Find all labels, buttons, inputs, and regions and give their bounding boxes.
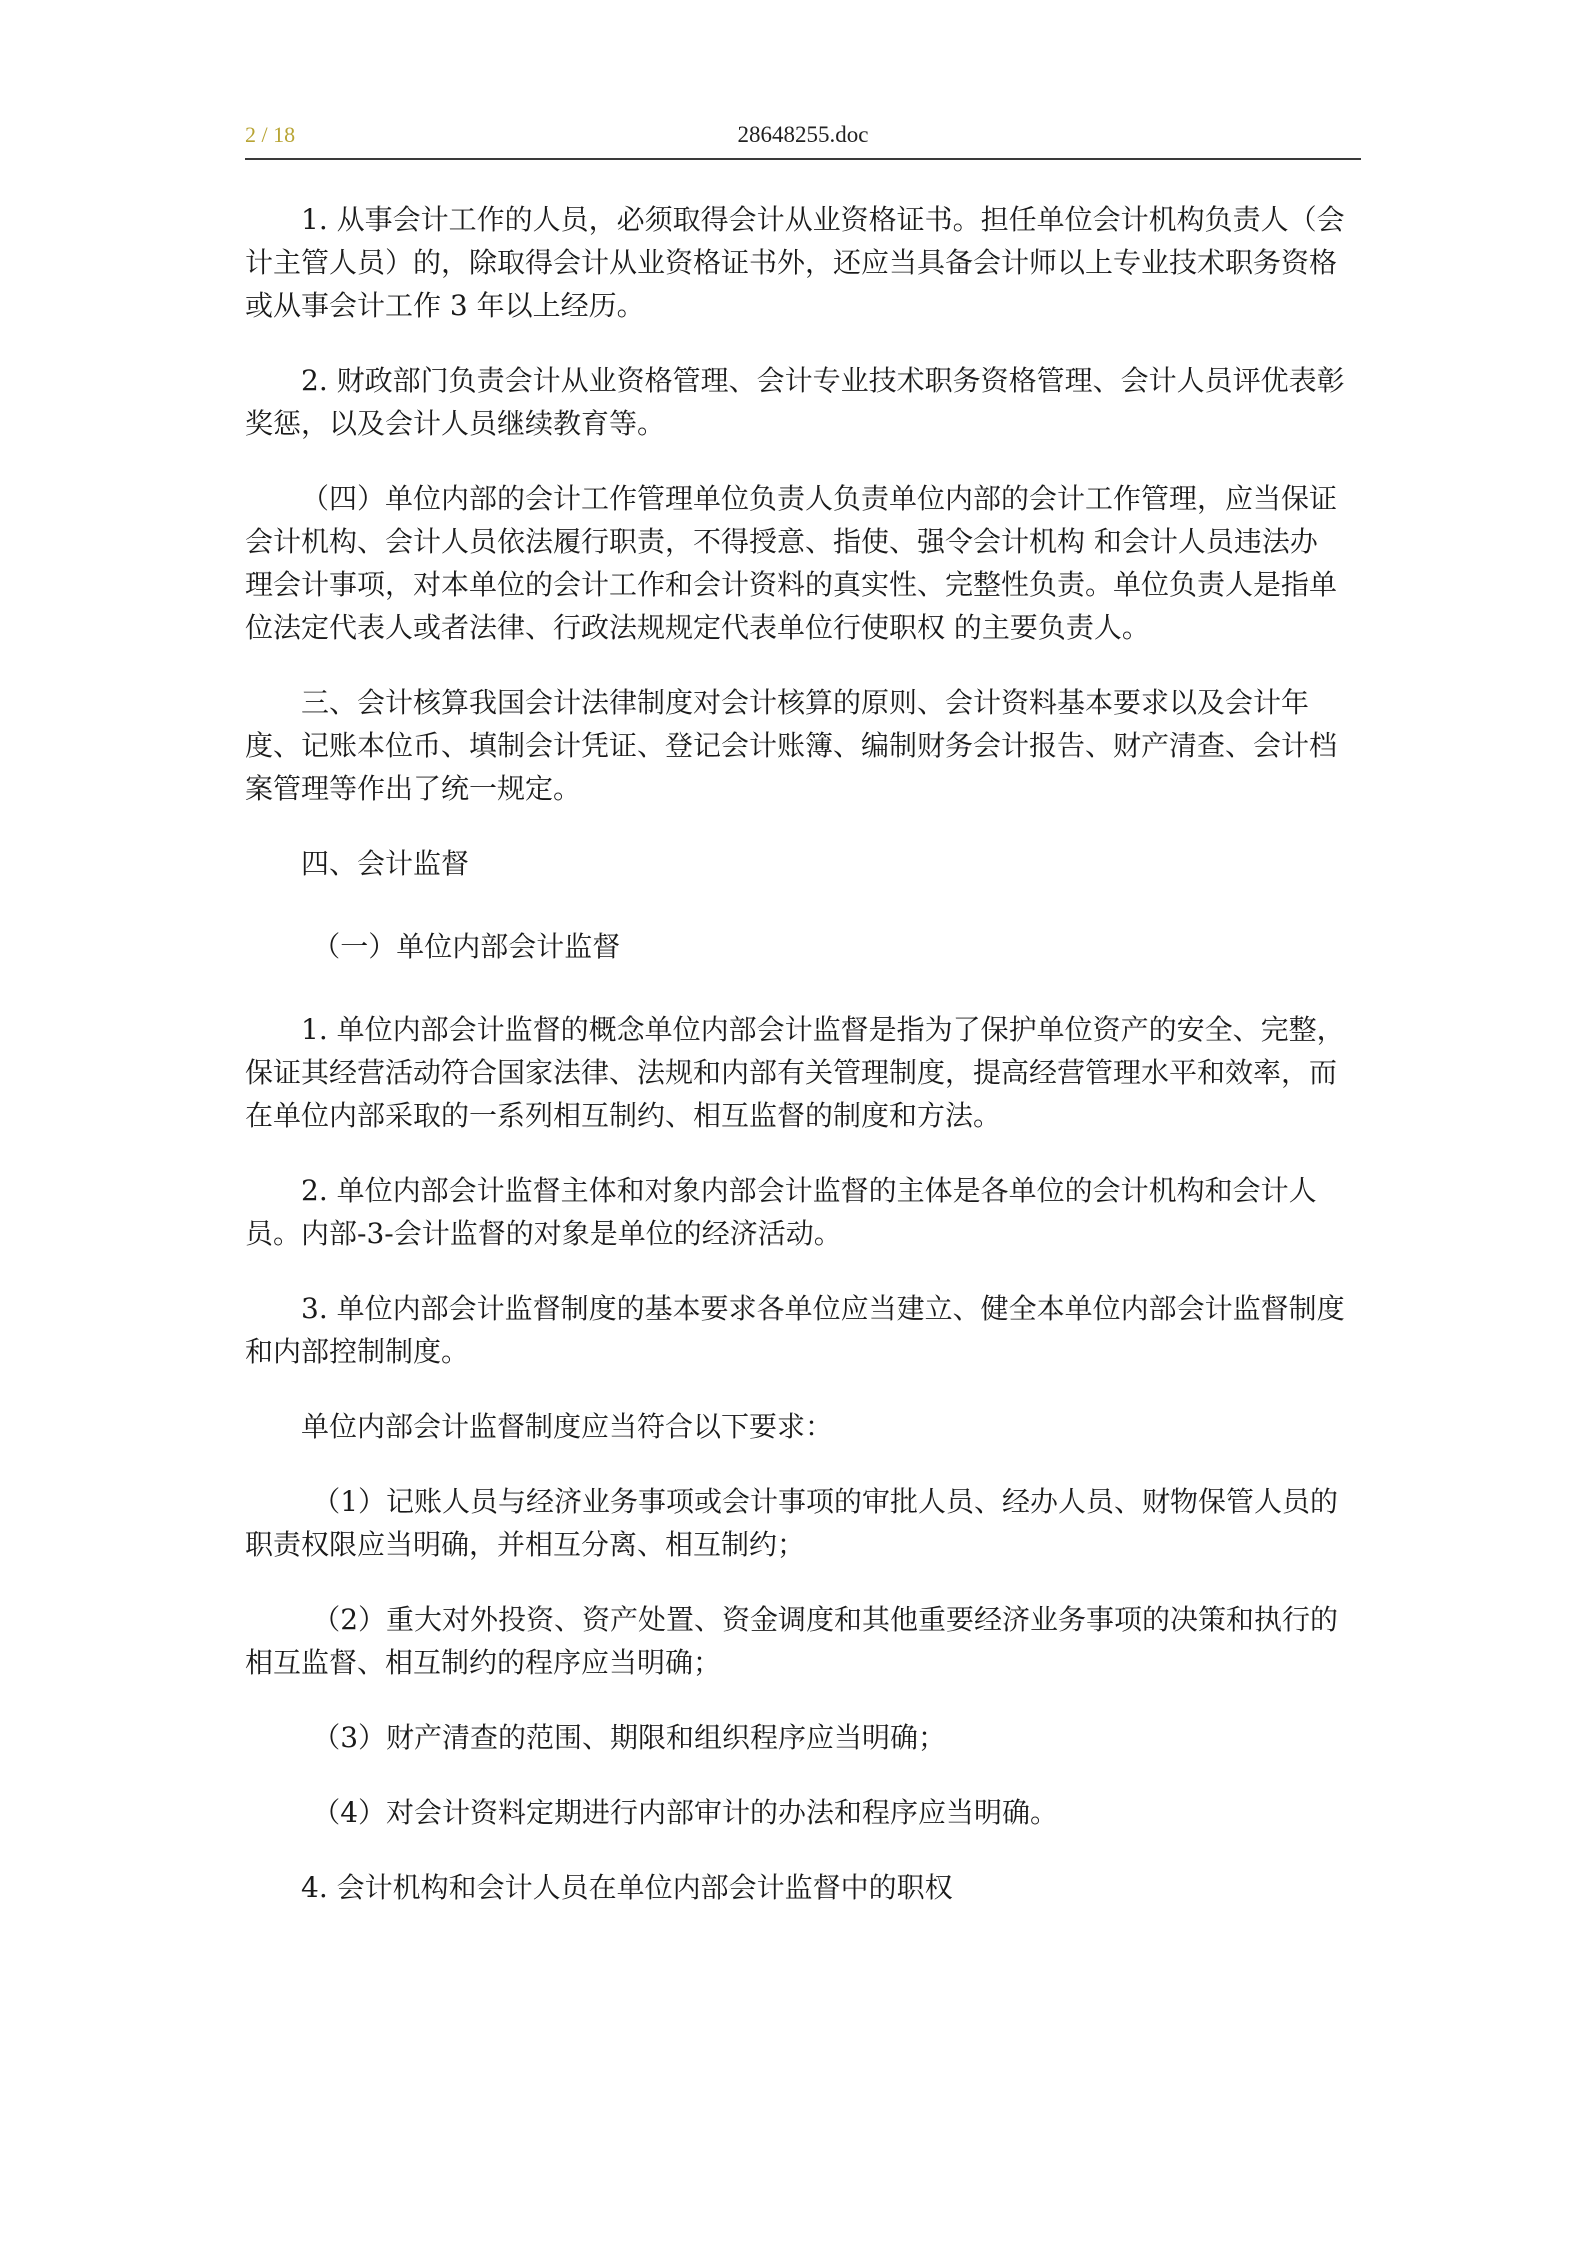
- subsection-heading-internal-supervision: （一）单位内部会计监督: [312, 930, 621, 963]
- paragraph-accounting-section: 三、会计核算我国会计法律制度对会计核算的原则、会计资料基本要求以及会计年度、记账本位币、填制会计凭证、登记会计账簿、编制财务会计报告、财产清查、会计档案管理等作出了统一规定。: [245, 686, 1338, 805]
- list-item-2: （2）重大对外投资、资产处置、资金调度和其他重要经济业务事项的决策和执行的相互监督、相互制约的程序应当明确；: [245, 1603, 1339, 1679]
- section-heading-supervision: 四、会计监督: [301, 847, 470, 880]
- list-item-1: （1）记账人员与经济业务事项或会计事项的审批人员、经办人员、财物保管人员的职责权限应当明确，并相互分离、相互制约；: [245, 1485, 1339, 1561]
- paragraph-requirements-intro: 单位内部会计监督制度应当符合以下要求：: [301, 1410, 834, 1443]
- page-header: [245, 118, 1361, 160]
- document-file-name: 28648255.doc: [737, 122, 869, 147]
- page-number: 2 / 18: [245, 122, 296, 147]
- paragraph-authority-heading: 4. 会计机构和会计人员在单位内部会计监督中的职权: [301, 1871, 953, 1904]
- list-item-4: （4）对会计资料定期进行内部审计的办法和程序应当明确。: [312, 1796, 1059, 1829]
- paragraph-qualification-requirement: 1. 从事会计工作的人员，必须取得会计从业资格证书。担任单位会计机构负责人（会计主管人员）的，除取得会计从业资格证书外，还应当具备会计师以上专业技术职务资格或从事会计工作 3 年以上经历。: [245, 203, 1345, 322]
- paragraph-supervision-concept: 1. 单位内部会计监督的概念单位内部会计监督是指为了保护单位资产的安全、完整，保证其经营活动符合国家法律、法规和内部有关管理制度，提高经营管理水平和效率，而在单位内部采取的一系列相互制约、相互监督的制度和方法。: [245, 1013, 1345, 1132]
- paragraph-finance-department-duties: 2. 财政部门负责会计从业资格管理、会计专业技术职务资格管理、会计人员评优表彰奖惩，以及会计人员继续教育等。: [245, 364, 1345, 440]
- document-body: [245, 198, 1345, 1941]
- paragraph-internal-management: （四）单位内部的会计工作管理单位负责人负责单位内部的会计工作管理，应当保证会计机构、会计人员依法履行职责，不得授意、指使、强令会计机构 和会计人员违法办理会计事项，对本单位的会计工作和会计资料的真实性、完整性负责。单位负责人是指单位法定代表人或者法律、行政法规规定代表单位行使职权 的主要负责人。: [245, 482, 1338, 644]
- paragraph-supervision-subject: 2. 单位内部会计监督主体和对象内部会计监督的主体是各单位的会计机构和会计人员。内部-3-会计监督的对象是单位的经济活动。: [245, 1174, 1317, 1250]
- list-item-3: （3）财产清查的范围、期限和组织程序应当明确；: [312, 1721, 947, 1754]
- paragraph-supervision-requirements: 3. 单位内部会计监督制度的基本要求各单位应当建立、健全本单位内部会计监督制度和内部控制制度。: [245, 1292, 1345, 1368]
